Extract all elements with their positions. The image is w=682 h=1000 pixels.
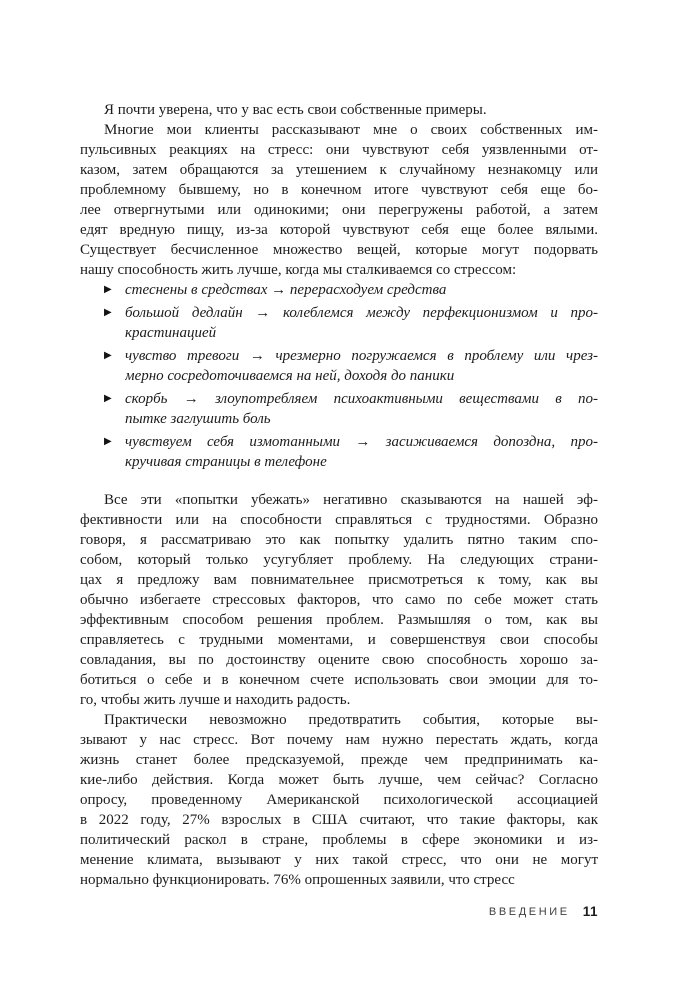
- text-line: обычно избегаете стрессовых факторов, что само по себе может стать: [80, 592, 598, 608]
- text-line: чувство тревоги → чрезмерно погружаемся в проблему или чрез-: [125, 348, 598, 364]
- text-line: чувствуем себя измотанными → засиживаемся допоздна, про-: [125, 434, 598, 450]
- text-line: стеснены в средствах → перерасходуем средства: [125, 282, 447, 298]
- text-line: кие-либо действия. Когда может быть лучше, чем сейчас? Согласно: [80, 772, 598, 788]
- text-line: Многие мои клиенты рассказывают мне о своих собственных им-: [104, 122, 598, 138]
- text-line: проблемному бывшему, но в конечном итоге чувствуют себя еще бо-: [80, 182, 598, 198]
- text-line: фективности или на способности справляться с трудностями. Образно: [80, 512, 598, 528]
- paragraph: [80, 490, 598, 710]
- text-line: собом, который только усугубляет проблему. На следующих страни-: [80, 552, 598, 568]
- text-block: [80, 100, 598, 890]
- text-line: говоря, я рассматриваю это как попытку удалить пятно таким спо-: [80, 532, 598, 548]
- text-line: пытке заглушить боль: [125, 411, 271, 427]
- footer-section-label: ВВЕДЕНИЕ: [488, 905, 570, 918]
- text-line: эффективным способом решения проблем. Размышляя о том, как вы: [80, 612, 598, 628]
- text-line: кручивая страницы в телефоне: [125, 454, 327, 470]
- text-line: нашу способность жить лучше, когда мы сталкиваемся со стрессом:: [80, 262, 517, 278]
- text-line: крастинацией: [125, 325, 217, 341]
- text-line: ботиться о себе и в конечном счете использовать свои эмоции для то-: [80, 672, 598, 688]
- text-line: Практически невозможно предотвратить события, которые вы-: [104, 712, 598, 728]
- text-line: го, чтобы жить лучше и находить радость.: [80, 692, 351, 708]
- text-line: Все эти «попытки убежать» негативно сказываются на нашей эф-: [104, 492, 598, 508]
- triangle-bullet-icon: ▶: [104, 350, 112, 361]
- text-line: Я почти уверена, что у вас есть свои собственные примеры.: [104, 102, 487, 118]
- text-line: менение климата, вызывают у них такой стресс, что они не могут: [80, 852, 598, 868]
- text-line: скорбь → злоупотребляем психоактивными веществами в по-: [125, 391, 598, 407]
- bullet-item: [80, 346, 598, 386]
- text-line: едят вредную пищу, из-за которой чувствуют себя еще более вялыми.: [80, 222, 598, 238]
- paragraph: [80, 120, 598, 280]
- text-line: цах я предложу вам повнимательнее присмотреться к тому, как вы: [80, 572, 598, 588]
- text-line: казом, затем обращаются за утешением к случайному незнакомцу или: [80, 162, 598, 178]
- text-line: опросу, проведенному Американской психологической ассоциацией: [80, 792, 598, 808]
- triangle-bullet-icon: ▶: [104, 436, 112, 447]
- text-line: в 2022 году, 27% взрослых в США считают, что такие факторы, как: [80, 812, 598, 828]
- triangle-bullet-icon: ▶: [104, 307, 112, 318]
- bullet-item: [80, 389, 598, 429]
- bullet-item: [80, 280, 598, 300]
- text-line: лее отвергнутыми или одинокими; они перегружены работой, а затем: [80, 202, 598, 218]
- text-line: политический раскол в стране, проблемы в сфере экономики и из-: [80, 832, 598, 848]
- paragraph: [80, 710, 598, 890]
- triangle-bullet-icon: ▶: [104, 393, 112, 404]
- bullet-list: [80, 280, 598, 472]
- text-line: справляетесь с трудными моментами, и совершенствуя свои способы: [80, 632, 598, 648]
- triangle-bullet-icon: ▶: [104, 284, 112, 295]
- bullet-item: [80, 303, 598, 343]
- bullet-item: [80, 432, 598, 472]
- text-line: мерно сосредоточиваемся на ней, доходя до паники: [125, 368, 455, 384]
- paragraph: [80, 100, 598, 120]
- text-line: зывают у нас стресс. Вот почему нам нужно перестать ждать, когда: [80, 732, 598, 748]
- text-line: нормально функционировать. 76% опрошенных заявили, что стресс: [80, 872, 515, 888]
- text-line: пульсивных реакциях на стресс: они чувствуют себя уязвленными от-: [80, 142, 598, 158]
- text-line: большой дедлайн → колеблемся между перфекционизмом и про-: [125, 305, 598, 321]
- text-line: Существует бесчисленное множество вещей, которые могут подорвать: [80, 242, 598, 258]
- page-footer: [80, 903, 598, 921]
- footer-page-number: 11: [582, 904, 598, 920]
- text-line: совладания, вы по достоинству оцените свою способность хорошо за-: [80, 652, 598, 668]
- text-line: жизнь станет более предсказуемой, прежде чем предпринимать ка-: [80, 752, 598, 768]
